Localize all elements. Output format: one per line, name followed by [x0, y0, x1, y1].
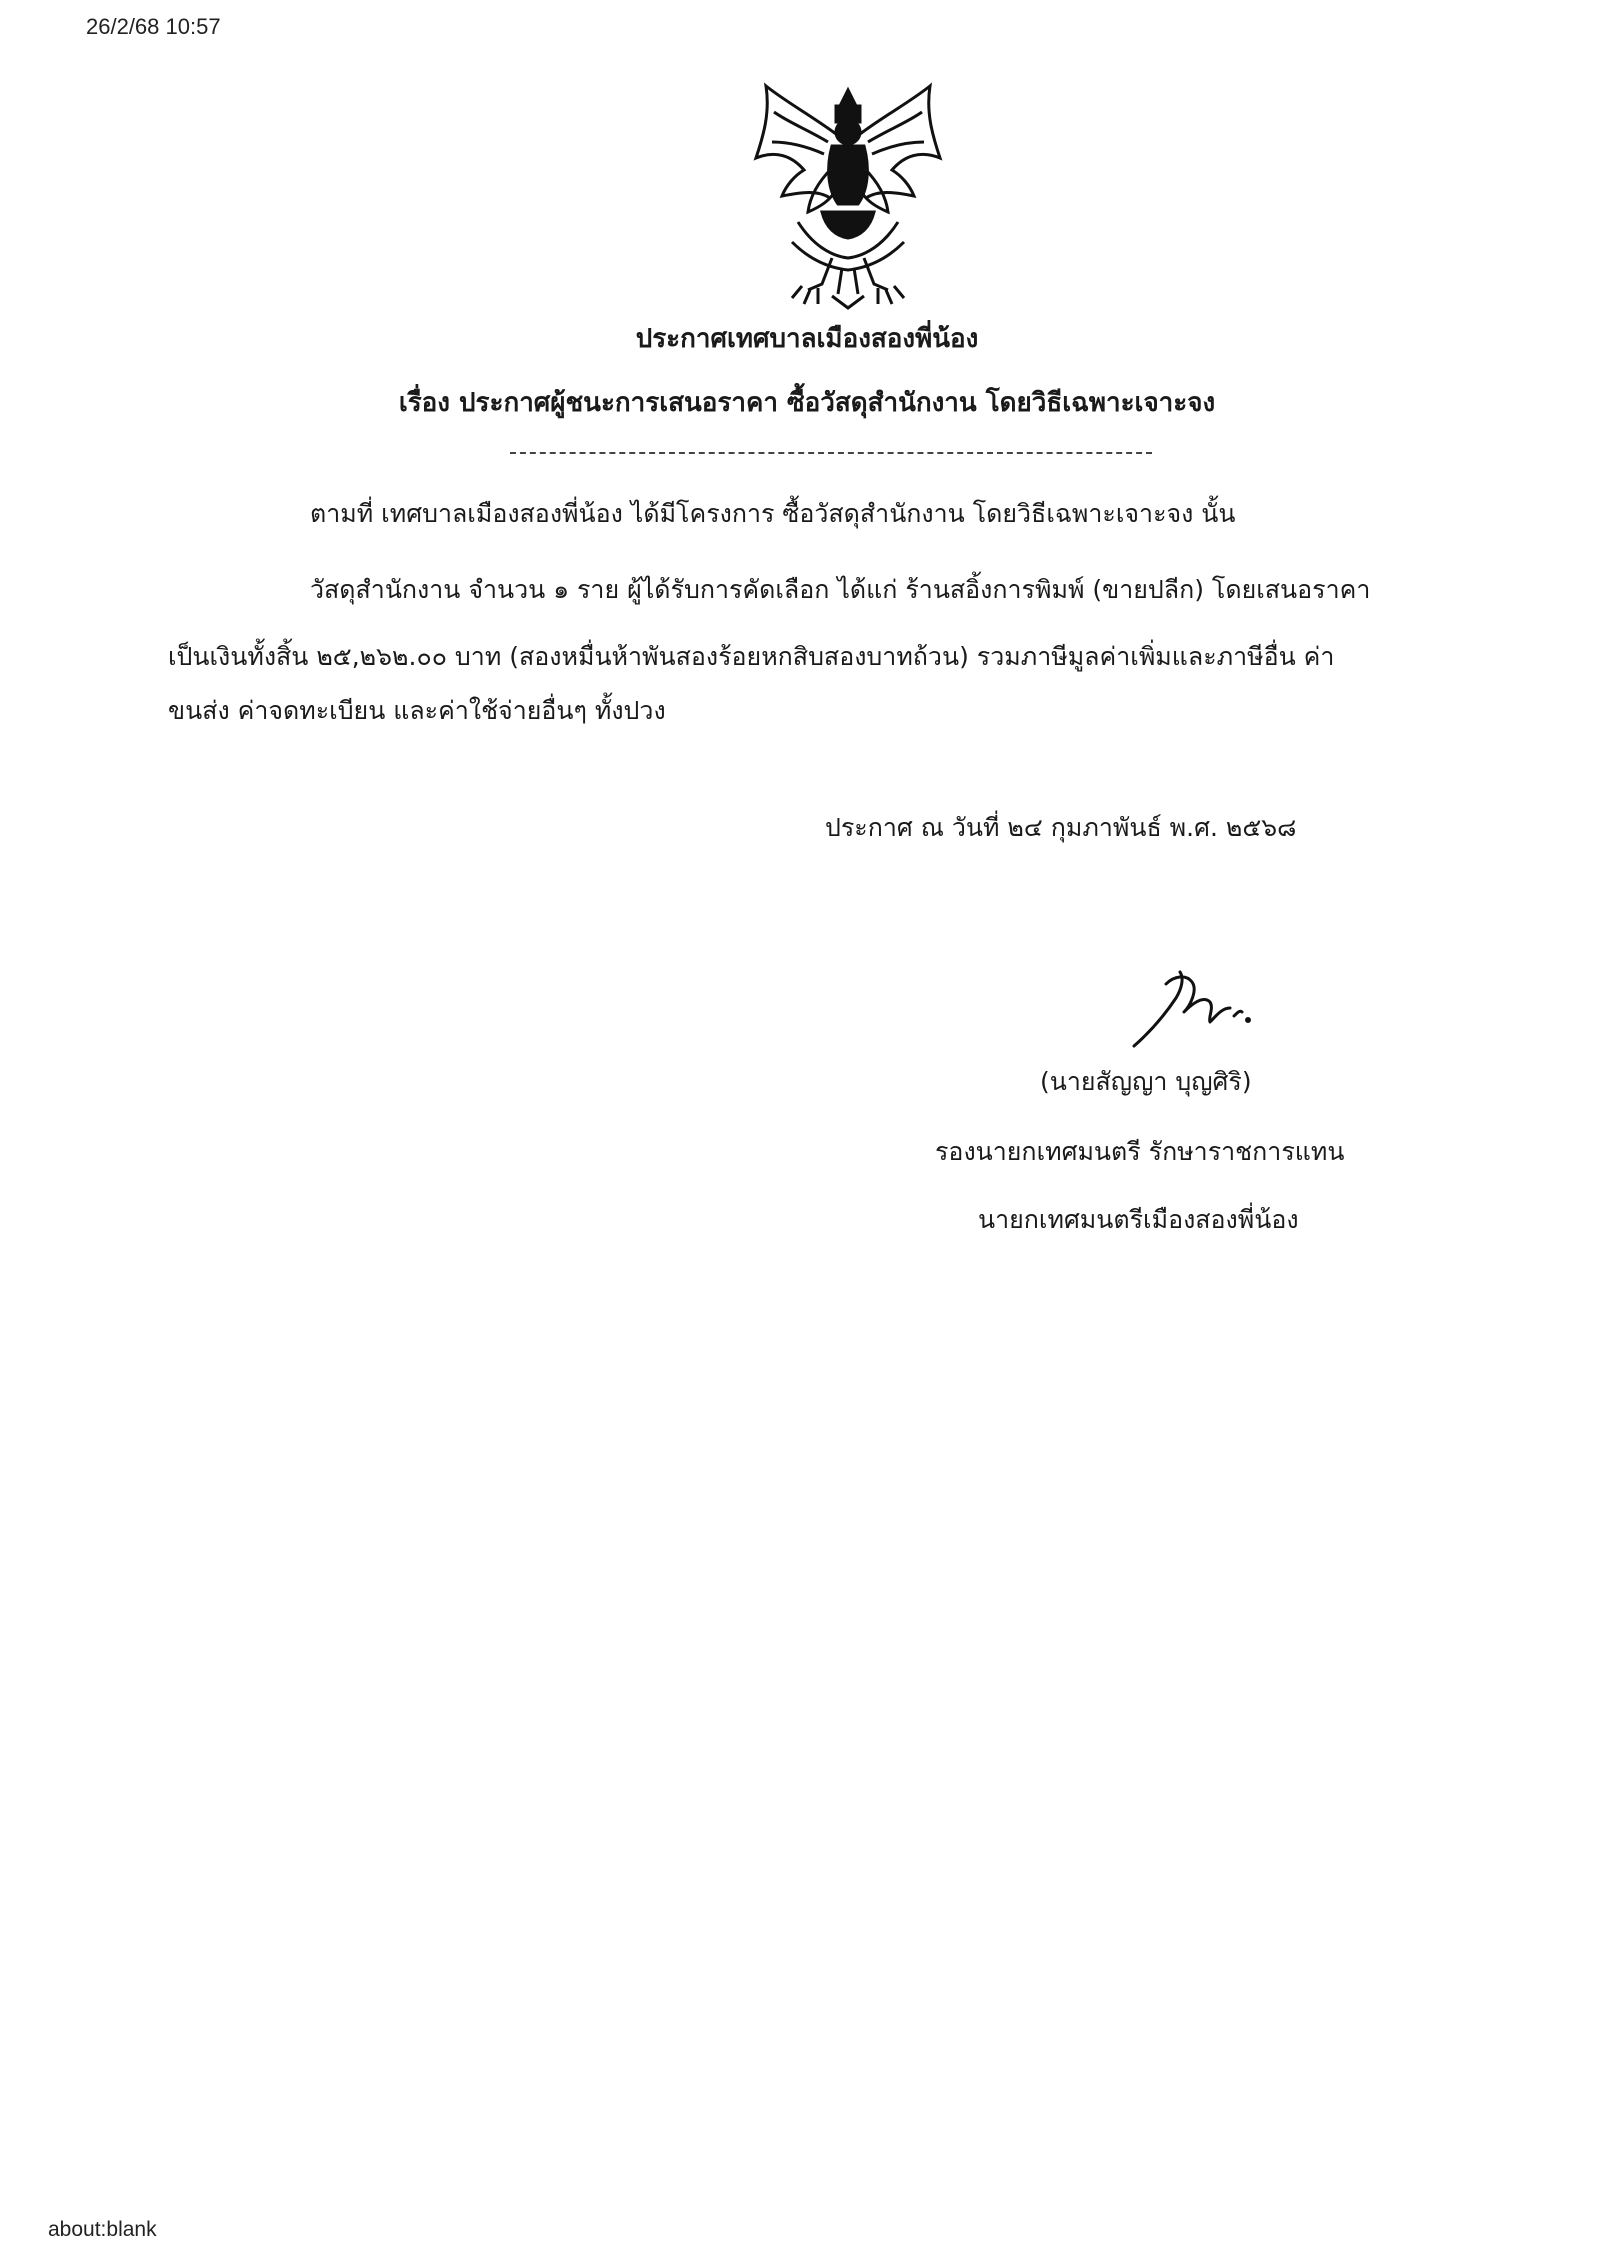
- document-subject: เรื่อง ประกาศผู้ชนะการเสนอราคา ซื้อวัสดุสำนักงาน โดยวิธีเฉพาะเจาะจง: [398, 388, 1216, 418]
- signatory-name: (นายสัญญา บุญศิริ): [1040, 1067, 1252, 1096]
- body-line-3: เป็นเงินทั้งสิ้น ๒๕,๒๖๒.๐๐ บาท (สองหมื่นห้าพันสองร้อยหกสิบสองบาทถ้วน) รวมภาษีมูลค่าเพิ่มและภาษีอื่น ค่า: [168, 642, 1335, 671]
- body-continuation: [168, 630, 1450, 738]
- signatory-position-1: รองนายกเทศมนตรี รักษาราชการแทน: [935, 1137, 1345, 1166]
- signatory-position-2: นายกเทศมนตรีเมืองสองพี่น้อง: [978, 1205, 1299, 1234]
- dashed-divider: [510, 452, 1152, 454]
- body-line-1: ตามที่ เทศบาลเมืองสองพี่น้อง ได้มีโครงการ ซื้อวัสดุสำนักงาน โดยวิธีเฉพาะเจาะจง นั้น: [310, 499, 1236, 528]
- print-timestamp: 26/2/68 10:57: [86, 14, 221, 39]
- announcement-date: ประกาศ ณ วันที่ ๒๔ กุมภาพันธ์ พ.ศ. ๒๕๖๘: [825, 813, 1297, 842]
- garuda-emblem-icon: [752, 72, 944, 312]
- body-line-2: วัสดุสำนักงาน จำนวน ๑ ราย ผู้ได้รับการคัดเลือก ได้แก่ ร้านสอิ้งการพิมพ์ (ขายปลีก) โดยเสนอราคา: [310, 575, 1371, 604]
- body-line-4: ขนส่ง ค่าจดทะเบียน และค่าใช้จ่ายอื่นๆ ทั้งปวง: [168, 696, 666, 725]
- handwritten-signature: [1130, 946, 1270, 1066]
- print-footer-url: about:blank: [48, 2218, 157, 2241]
- document-title: ประกาศเทศบาลเมืองสองพี่น้อง: [635, 324, 979, 354]
